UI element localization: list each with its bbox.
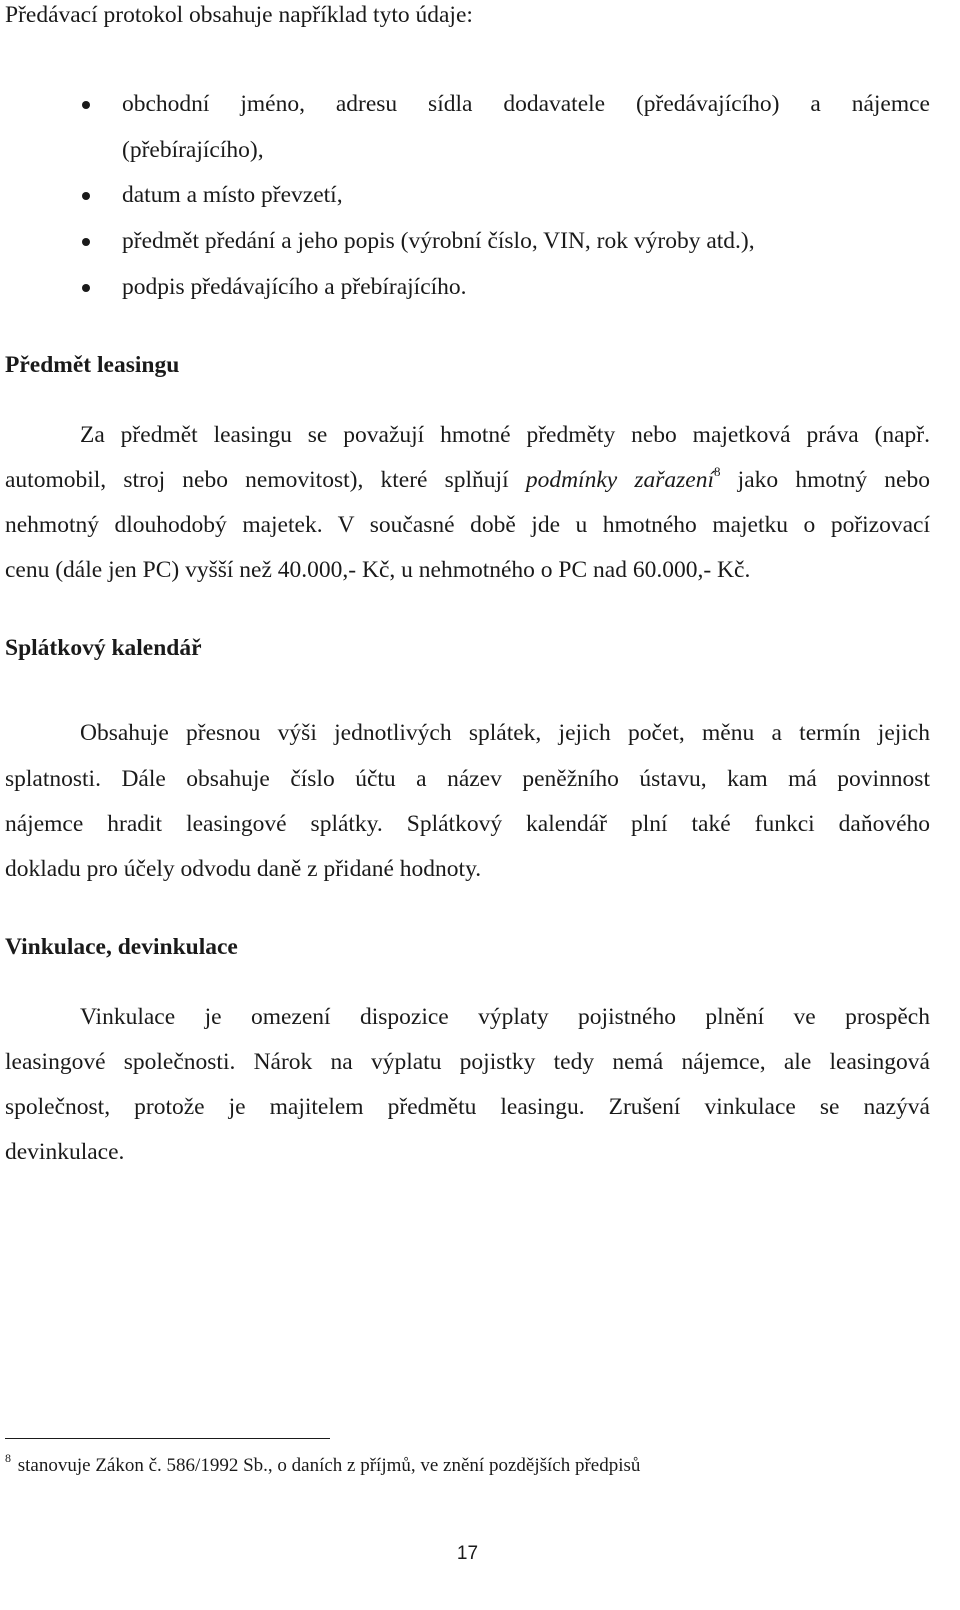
footnote-text: stanovuje Zákon č. 586/1992 Sb., o daních z příjmů, ve znění pozdějších předpisů [13, 1455, 641, 1476]
section-heading: Splátkový kalendář [5, 635, 202, 661]
bullet-icon [82, 192, 90, 200]
section-heading: Vinkulace, devinkulace [5, 934, 238, 960]
emphasis-text: podmínky zařazení [525, 467, 714, 493]
list-item: podpis předávajícího a přebírajícího. [122, 274, 467, 300]
paragraph-line: Vinkulace je omezení dispozice výplaty pojistného plnění ve prospěch [80, 1004, 930, 1030]
list-item: předmět předání a jeho popis (výrobní číslo, VIN, rok výroby atd.), [122, 228, 755, 254]
list-item: obchodní jméno, adresu sídla dodavatele (předávajícího) a nájemce [122, 91, 930, 117]
intro-paragraph: Předávací protokol obsahuje například tyto údaje: [5, 2, 473, 28]
bullet-icon [82, 284, 90, 292]
paragraph-line: společnost, protože je majitelem předmětu leasingu. Zrušení vinkulace se nazývá [5, 1094, 930, 1120]
footnote-mark: 8 [5, 1451, 11, 1465]
list-item: datum a místo převzetí, [122, 182, 343, 208]
paragraph-line: automobil, stroj nebo nemovitost), které splňují podmínky zařazení$^8$ jako hmotný nebo [5, 464, 930, 493]
paragraph-line: leasingové společnosti. Nárok na výplatu pojistky tedy nemá nájemce, ale leasingová [5, 1049, 930, 1075]
paragraph-line: devinkulace. [5, 1139, 125, 1165]
footnote [5, 1452, 640, 1481]
paragraph-line: splatnosti. Dále obsahuje číslo účtu a název peněžního ústavu, kam má povinnost [5, 766, 930, 792]
page-number: 17 [456, 1543, 479, 1564]
paragraph-line: Za předmět leasingu se považují hmotné předměty nebo majetková práva (např. [80, 422, 930, 448]
list-item-continuation: (přebírajícího), [122, 137, 264, 163]
section-heading: Předmět leasingu [5, 352, 180, 378]
bullet-icon [82, 238, 90, 246]
paragraph-line: dokladu pro účely odvodu daně z přidané hodnoty. [5, 856, 482, 882]
paragraph-line: nájemce hradit leasingové splátky. Splátkový kalendář plní také funkci daňového [5, 811, 930, 837]
paragraph-line: nehmotný dlouhodobý majetek. V současné době jde u hmotného majetku o pořizovací [5, 512, 930, 538]
footnote-divider [5, 1438, 330, 1439]
bullet-icon [82, 101, 90, 109]
footnote-reference: 8 [714, 464, 721, 480]
paragraph-line: Obsahuje přesnou výši jednotlivých splátek, jejich počet, měnu a termín jejich [80, 720, 930, 746]
paragraph-line: cenu (dále jen PC) vyšší než 40.000,- Kč, u nehmotného o PC nad 60.000,- Kč. [5, 557, 751, 583]
